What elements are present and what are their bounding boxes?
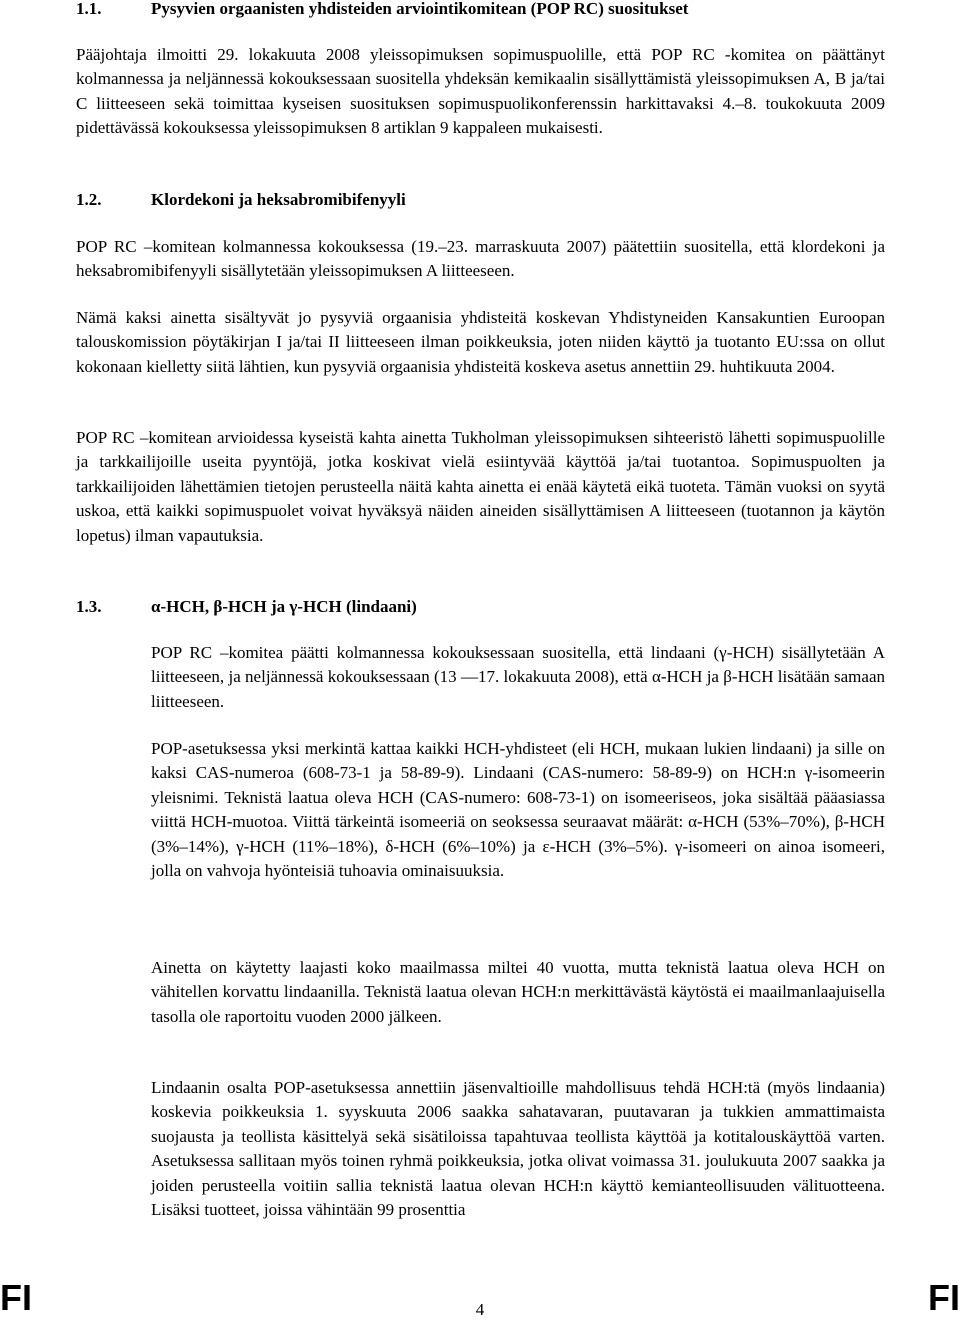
section-heading-1-2 — [76, 188, 406, 212]
section-title: Pysyvien orgaanisten yhdisteiden arviointikomitean (POP RC) suositukset — [151, 0, 689, 18]
footer-language-left: FI — [0, 1277, 32, 1318]
section-number: 1.2. — [76, 190, 102, 209]
paragraph-derogations: Lindaanin osalta POP-asetuksessa annettiin jäsenvaltioille mahdollisuus tehdä HCH:tä (myös lindaania) koskevia poikkeuksia 1. syyskuuta 2006 saakka sahatavaran, puutavaran ja tukkien ammattimaista suojausta ja teollista käsittelyä sekä sisätiloissa tapahtuvaa teollista käyttöä ja kotitalouskäyttöä varten. Asetuksessa sallitaan myös toinen ryhmä poikkeuksia, jotka olivat voimassa 31. joulukuuta 2007 saakka ja joiden perusteella voitiin sallia teknistä laatua olevan HCH:n käyttö kemianteollisuuden välituotteena. Lisäksi tuotteet, joissa vähintään 99 prosenttia — [151, 1078, 885, 1220]
section-title: α-HCH, β-HCH ja γ-HCH (lindaani) — [151, 597, 417, 616]
paragraph-pop-regulation-entry: POP-asetuksessa yksi merkintä kattaa kaikki HCH-yhdisteet (eli HCH, mukaan lukien lindaani) ja sille on kaksi CAS-numeroa (608-73-1 ja 58-89-9). Lindaani (CAS-numero: 58-89-9) on HCH:n γ-isomeerin yleisnimi. Teknistä laatua oleva HCH (CAS-numero: 608-73-1) on isomeeriseos, joka sisältää pääasiassa viittä HCH-muotoa. Viittä tärkeintä isomeeriä on seoksessa seuraavat määrät: α-HCH (53%–70%), β-HCH (3%–14%), γ-HCH (11%–18%), δ-HCH (6%–10%) ja ε-HCH (3%–5%). γ-isomeeri on ainoa isomeeri, jolla on vahvoja hyönteisiä tuhoavia ominaisuuksia. — [151, 739, 885, 881]
paragraph-lindane-decision: POP RC –komitea päätti kolmannessa kokouksessaan suositella, että lindaani (γ-HCH) sisällytetään A liitteeseen, ja neljännessä kokouksessaan (13 —17. lokakuuta 2008), että α-HCH ja β-HCH lisätään samaan liitteeseen. — [151, 643, 885, 711]
section-number: 1.1. — [76, 0, 102, 18]
footer-language-right: FI — [928, 1277, 960, 1318]
paragraph-recommendation: POP RC –komitean kolmannessa kokouksessa (19.–23. marraskuuta 2007) päätettiin suositella, että klordekoni ja heksabromibifenyyli sisällytetään yleissopimuksen A liitteeseen. — [76, 237, 885, 281]
page-number: 4 — [475, 1300, 485, 1319]
paragraph-global-use: Ainetta on käytetty laajasti koko maailmassa miltei 40 vuotta, mutta teknistä laatua oleva HCH on vähitellen korvattu lindaanilla. Teknistä laatua olevan HCH:n merkittävästä käytöstä ei maailmanlaajuisella tasolla ole raportoitu vuoden 2000 jälkeen. — [151, 958, 885, 1026]
section-title: Klordekoni ja heksabromibifenyyli — [151, 190, 406, 209]
paragraph-secretariat-requests: POP RC –komitean arvioidessa kyseistä kahta ainetta Tukholman yleissopimuksen sihteeristö lähetti sopimuspuolille ja tarkkailijoille useita pyyntöjä, jotka koskivat vielä esiintyvää käyttöä ja/tai tuotantoa. Sopimuspuolten ja tarkkailijoiden lähettämien tietojen perusteella näitä kahta ainetta ei enää käytetä eikä tuoteta. Tämän vuoksi on syytä uskoa, että kaikki sopimuspuolet voivat hyväksyä näiden aineiden sisällyttämisen A liitteeseen (tuotannon ja käytön lopetus) ilman vapautuksia. — [76, 428, 885, 545]
section-number: 1.3. — [76, 597, 102, 616]
section-heading-1-1 — [76, 0, 688, 21]
paragraph-existing-ban: Nämä kaksi ainetta sisältyvät jo pysyviä orgaanisia yhdisteitä koskevan Yhdistyneiden Kansakuntien Euroopan talouskomission pöytäkirjan I ja/tai II liitteeseen ilman poikkeuksia, joten niiden käyttö ja tuotanto EU:ssa on ollut kokonaan kielletty siitä lähtien, kun pysyviä orgaanisia yhdisteitä koskeva asetus annettiin 29. huhtikuuta 2004. — [76, 308, 885, 376]
section-heading-1-3 — [76, 595, 417, 619]
paragraph-announcement: Pääjohtaja ilmoitti 29. lokakuuta 2008 yleissopimuksen sopimuspuolille, että POP RC -komitea on päättänyt kolmannessa ja neljännessä kokouksessaan suositella yhdeksän kemikaalin sisällyttämistä yleissopimuksen A, B ja/tai C liitteeseen sekä toimittaa kyseisen suosituksen sopimuspuolikonferenssin harkittavaksi 4.–8. toukokuuta 2009 pidettävässä kokouksessa yleissopimuksen 8 artiklan 9 kappaleen mukaisesti. — [76, 45, 885, 138]
